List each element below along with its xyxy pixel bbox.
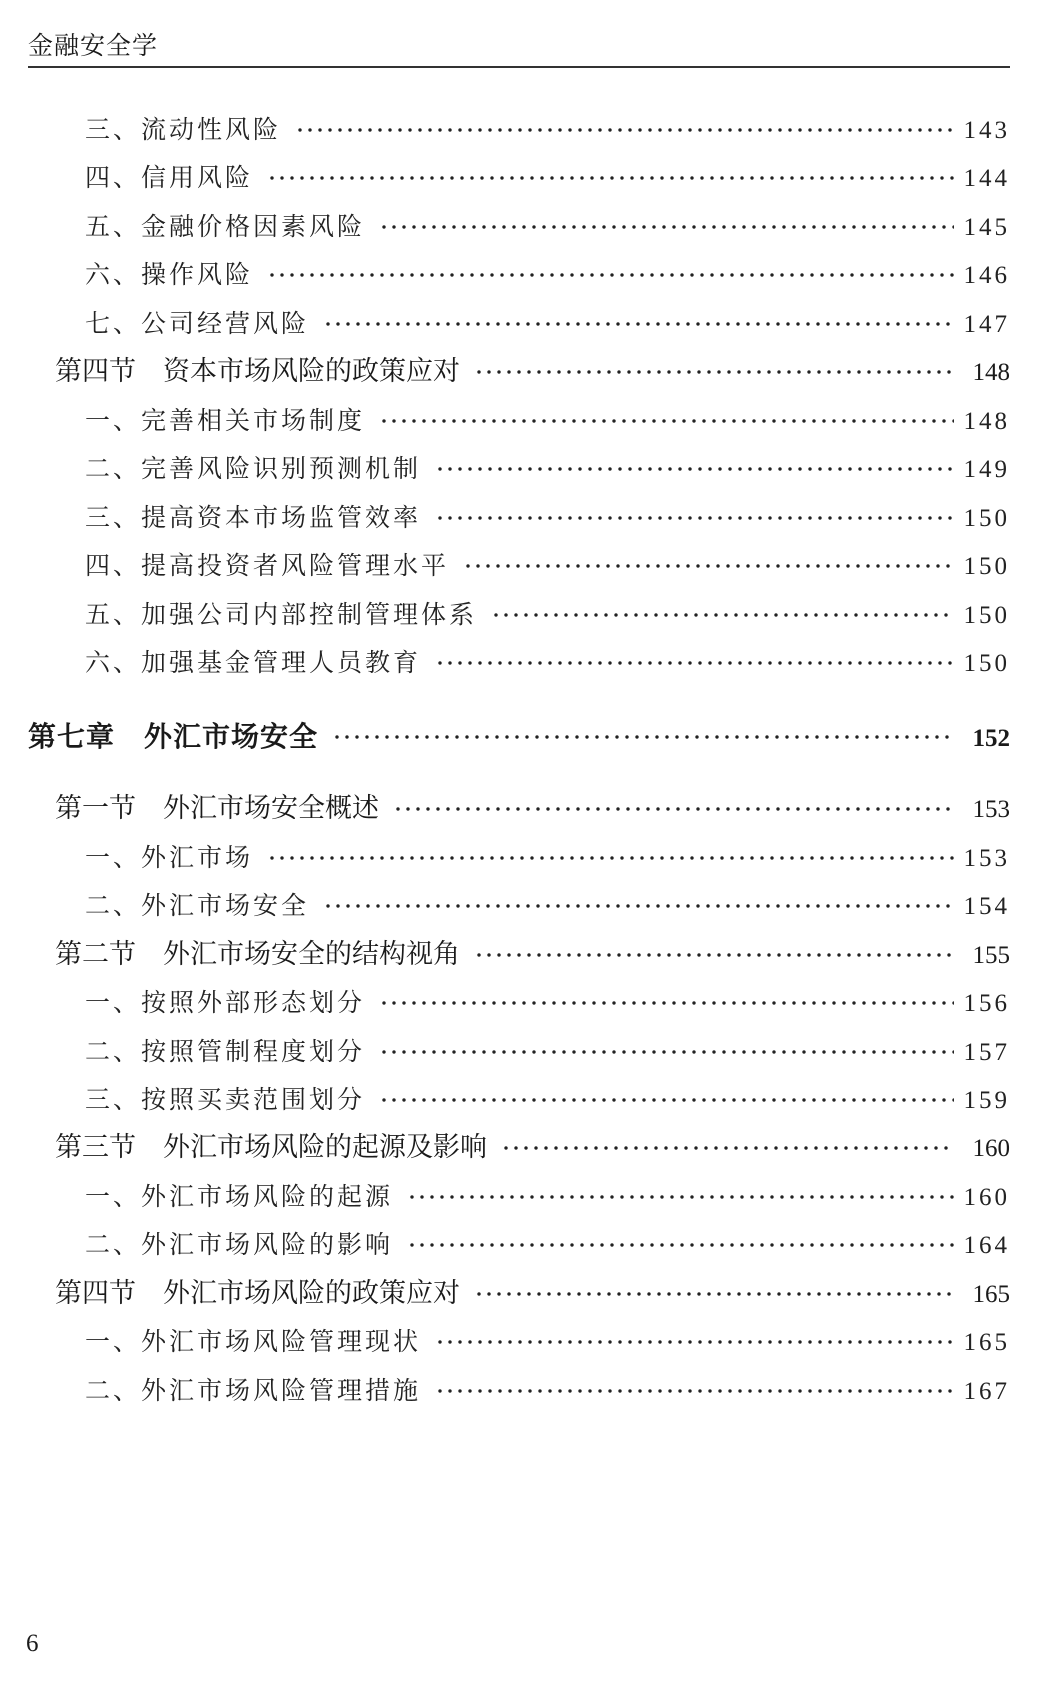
dot-leader: [267, 855, 954, 861]
toc-entry-page: 165: [972, 1281, 1010, 1308]
toc-entry-page: 167: [963, 1378, 1010, 1405]
toc-entry-item: [85, 838, 1010, 878]
toc-entry-page: 147: [963, 311, 1010, 338]
toc-entry-item: [85, 304, 1010, 344]
toc-entry-page: 143: [963, 117, 1010, 144]
toc-entry-item: [85, 1322, 1010, 1362]
toc-entry-page: 148: [972, 359, 1010, 386]
toc-entry-page: 156: [963, 990, 1010, 1017]
toc-entry-title: 四、提高投资者风险管理水平: [85, 551, 450, 580]
toc-entry-title: 第四节 资本市场风险的政策应对: [55, 356, 460, 387]
toc-entry-title: 第四节 外汇市场风险的政策应对: [55, 1278, 460, 1309]
dot-leader: [332, 734, 954, 740]
dot-leader: [379, 1049, 954, 1055]
toc-entry-item: [85, 1177, 1010, 1217]
toc-entry-title: 三、提高资本市场监管效率: [85, 503, 422, 532]
dot-leader: [407, 1194, 954, 1200]
dot-leader: [379, 1000, 954, 1006]
toc-entry-title: 三、按照买卖范围划分: [85, 1085, 366, 1114]
dot-leader: [435, 515, 954, 521]
dot-leader: [501, 1145, 954, 1151]
toc-entry-title: 七、公司经营风险: [85, 309, 310, 338]
toc-entry-page: 155: [972, 942, 1010, 969]
dot-leader: [323, 321, 954, 327]
toc-entry-page: 144: [963, 165, 1010, 192]
dot-leader: [407, 1242, 954, 1248]
toc-entry-item: [85, 207, 1010, 247]
toc-entry-page: 154: [963, 893, 1010, 920]
toc-entry-title: 一、外汇市场: [85, 843, 254, 872]
toc-entry-title: 第三节 外汇市场风险的起源及影响: [55, 1132, 487, 1163]
toc-entry-item: [85, 401, 1010, 441]
toc-entry-page: 157: [963, 1039, 1010, 1066]
toc-entry-title: 二、完善风险识别预测机制: [85, 454, 422, 483]
toc-entry-title: 三、流动性风险: [85, 115, 282, 144]
dot-leader: [295, 127, 954, 133]
toc-entry-page: 149: [963, 456, 1010, 483]
toc-entry-title: 二、按照管制程度划分: [85, 1037, 366, 1066]
toc-entry-page: 150: [963, 650, 1010, 677]
toc-entry-item: [85, 643, 1010, 683]
toc-entry-page: 160: [972, 1135, 1010, 1162]
toc-entry-page: 152: [972, 725, 1010, 752]
dot-leader: [474, 369, 954, 375]
toc-entry-item: [85, 255, 1010, 295]
toc-entry-page: 150: [963, 553, 1010, 580]
toc-entry-page: 148: [963, 408, 1010, 435]
dot-leader: [474, 952, 954, 958]
toc-entry-title: 六、加强基金管理人员教育: [85, 648, 422, 677]
toc-entry-item: [85, 546, 1010, 586]
dot-leader: [474, 1291, 954, 1297]
dot-leader: [323, 903, 954, 909]
toc-entry-page: 160: [963, 1184, 1010, 1211]
dot-leader: [393, 806, 954, 812]
dot-leader: [379, 224, 954, 230]
dot-leader: [435, 1339, 954, 1345]
toc-entry-title: 第七章 外汇市场安全: [28, 720, 319, 753]
toc-entry-chapter: [28, 717, 1010, 757]
dot-leader: [267, 272, 954, 278]
toc-entry-section: [55, 352, 1010, 392]
toc-entry-item: [85, 1032, 1010, 1072]
toc-entry-title: 二、外汇市场风险管理措施: [85, 1376, 422, 1405]
toc-entry-title: 一、完善相关市场制度: [85, 406, 366, 435]
toc-entry-title: 一、按照外部形态划分: [85, 988, 366, 1017]
dot-leader: [435, 466, 954, 472]
toc-entry-page: 146: [963, 262, 1010, 289]
dot-leader: [435, 1388, 954, 1394]
toc-entry-item: [85, 1080, 1010, 1120]
toc-entry-item: [85, 498, 1010, 538]
book-title: 金融安全学: [28, 31, 159, 60]
toc-entry-page: 159: [963, 1087, 1010, 1114]
toc-entry-item: [85, 158, 1010, 198]
toc-entry-title: 五、加强公司内部控制管理体系: [85, 600, 478, 629]
toc-entry-item: [85, 983, 1010, 1023]
toc-entry-section: [55, 1274, 1010, 1314]
toc-entry-page: 150: [963, 602, 1010, 629]
toc-entry-item: [85, 449, 1010, 489]
toc-entry-section: [55, 935, 1010, 975]
dot-leader: [463, 563, 954, 569]
dot-leader: [379, 418, 954, 424]
toc-entry-title: 五、金融价格因素风险: [85, 212, 366, 241]
toc-entry-page: 153: [963, 845, 1010, 872]
page-number: 6: [26, 1630, 39, 1657]
toc-entry-title: 一、外汇市场风险管理现状: [85, 1327, 422, 1356]
dot-leader: [491, 612, 954, 618]
toc-entry-title: 第一节 外汇市场安全概述: [55, 793, 379, 824]
toc-entry-item: [85, 595, 1010, 635]
toc-entry-item: [85, 886, 1010, 926]
dot-leader: [267, 175, 954, 181]
toc-entry-section: [55, 789, 1010, 829]
toc-entry-item: [85, 1225, 1010, 1265]
toc-entry-page: 153: [972, 796, 1010, 823]
toc-entry-item: [85, 110, 1010, 150]
toc-entry-title: 一、外汇市场风险的起源: [85, 1182, 394, 1211]
toc-entry-title: 六、操作风险: [85, 260, 254, 289]
dot-leader: [435, 660, 954, 666]
toc-entry-page: 164: [963, 1232, 1010, 1259]
toc-entry-page: 150: [963, 505, 1010, 532]
toc-entry-item: [85, 1371, 1010, 1411]
toc-entry-section: [55, 1128, 1010, 1168]
dot-leader: [379, 1097, 954, 1103]
toc-entry-title: 二、外汇市场安全: [85, 891, 310, 920]
toc-entry-title: 二、外汇市场风险的影响: [85, 1230, 394, 1259]
toc-entry-title: 四、信用风险: [85, 163, 254, 192]
toc-entry-title: 第二节 外汇市场安全的结构视角: [55, 939, 460, 970]
toc-entry-page: 145: [963, 214, 1010, 241]
toc-entry-page: 165: [963, 1329, 1010, 1356]
